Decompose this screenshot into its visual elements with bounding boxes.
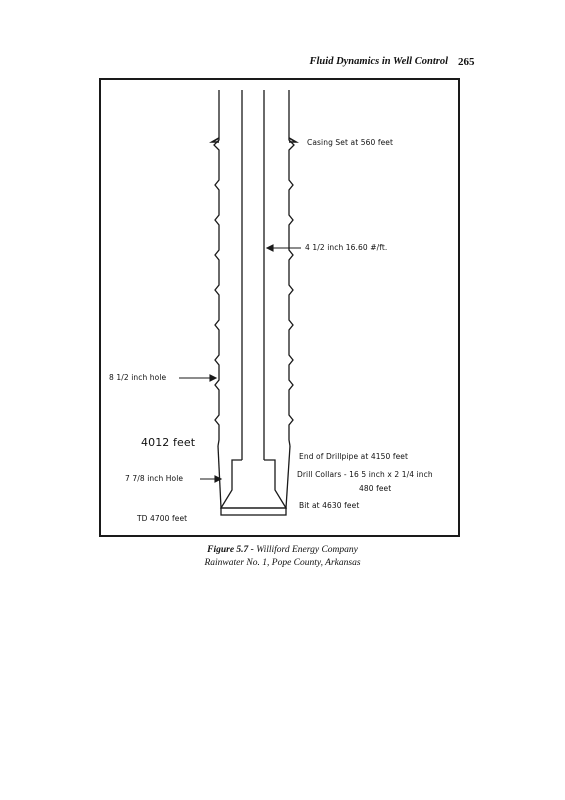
hole-wall-right [289, 90, 294, 446]
drill-collars [221, 460, 286, 508]
label-drillpipe: 4 1/2 inch 16.60 #/ft. [305, 243, 388, 252]
label-hole-8-5: 8 1/2 inch hole [109, 373, 167, 382]
casing-shoe-right [289, 138, 296, 142]
figure-caption-line1 [0, 545, 565, 555]
page-number-text: 265 [458, 56, 475, 68]
label-hole-7-875: 7 7/8 inch Hole [125, 474, 184, 483]
figure-number: Figure 5.7 - [207, 545, 254, 555]
open-hole-right [286, 446, 290, 508]
label-drill-collars: Drill Collars - 16 5 inch x 2 1/4 inch [297, 470, 433, 479]
label-bit: Bit at 4630 feet [299, 501, 360, 510]
hole-wall-left [214, 90, 219, 446]
figure-title-line1: Williford Energy Company [256, 545, 358, 555]
open-hole-left [218, 446, 221, 508]
label-casing-set: Casing Set at 560 feet [307, 138, 394, 147]
figure-title-line2: Rainwater No. 1, Pope County, Arkansas [204, 558, 361, 568]
figure-caption-line2 [0, 558, 565, 568]
running-title: Fluid Dynamics in Well Control [309, 56, 448, 67]
drillpipe-arrow-head [267, 245, 273, 251]
casing-shoe-left [212, 138, 219, 142]
hole-8-5-arrow-head [210, 375, 216, 381]
running-header [0, 56, 565, 72]
label-depth-4012: 4012 feet [141, 436, 196, 449]
label-end-drillpipe: End of Drillpipe at 4150 feet [299, 452, 409, 461]
drill-bit [221, 508, 286, 515]
wellbore-diagram [99, 78, 460, 537]
label-drill-collars-length: 480 feet [359, 484, 392, 493]
label-td: TD 4700 feet [137, 514, 188, 523]
